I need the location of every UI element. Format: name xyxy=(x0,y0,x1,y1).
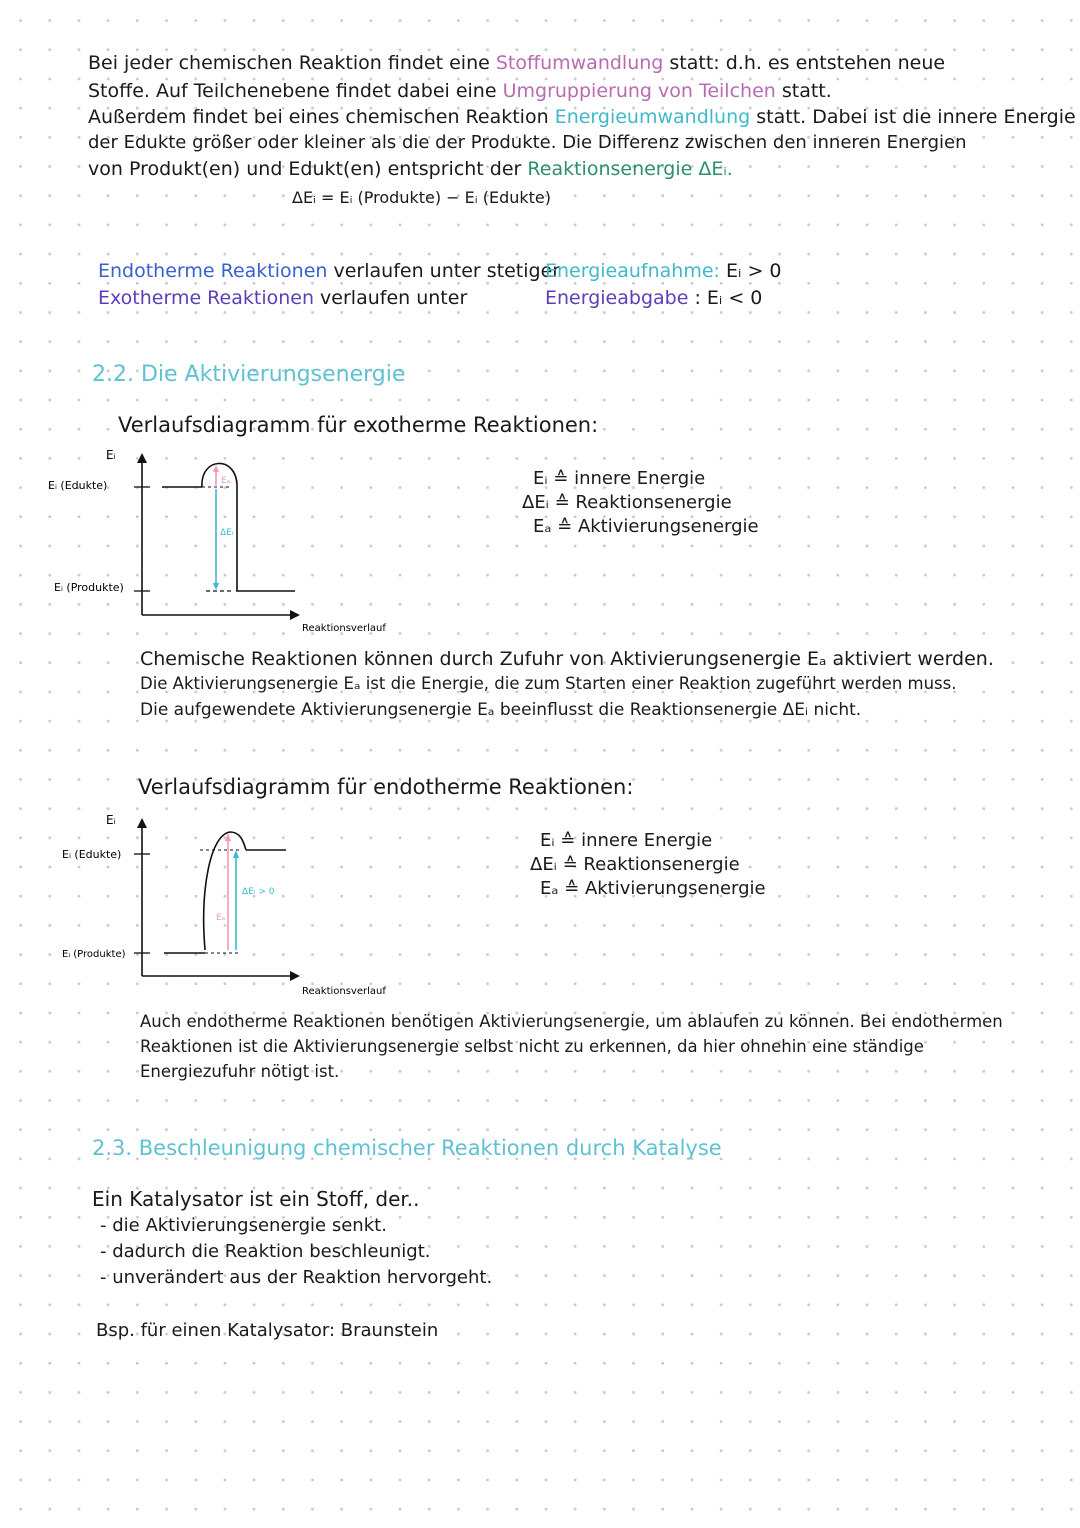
endo-legend-3: Eₐ ≙ Aktivierungsenergie xyxy=(540,878,766,899)
exo-delta-arrowhead xyxy=(213,583,219,590)
exo-name: Exotherme Reaktionen xyxy=(98,287,314,309)
endo-diagram xyxy=(40,810,420,1002)
exo-legend-3: Eₐ ≙ Aktivierungsenergie xyxy=(533,516,759,537)
endo-name: Endotherme Reaktionen xyxy=(98,260,328,282)
endo-diagram-title: Verlaufsdiagramm für endotherme Reaktionen: xyxy=(138,775,634,799)
intro-line-2 xyxy=(88,80,832,102)
endo-x-arrow xyxy=(290,971,300,981)
keyword-energieumwandlung: Energieumwandlung xyxy=(554,106,751,128)
exo-paragraph-1: Chemische Reaktionen können durch Zufuhr von Aktivierungsenergie Eₐ aktiviert werden. xyxy=(140,648,994,670)
exo-produkte-label: Eᵢ (Produkte) xyxy=(54,581,124,594)
exo-definition xyxy=(98,287,467,309)
intro-text: statt: d.h. es entstehen neue xyxy=(669,52,946,74)
exo-paragraph-3: Die aufgewendete Aktivierungsenergie Eₐ beeinflusst die Reaktionsenergie ΔEᵢ nicht. xyxy=(140,700,862,720)
formula-delta-e: ΔEᵢ = Eᵢ (Produkte) − Eᵢ (Edukte) xyxy=(292,188,551,207)
exo-edukte-label: Eᵢ (Edukte) xyxy=(48,479,108,492)
catalyst-intro: Ein Katalysator ist ein Stoff, der.. xyxy=(92,1187,420,1211)
intro-text: Stoffe. Auf Teilchenebene findet dabei eine xyxy=(88,80,497,102)
exo-y-arrow xyxy=(137,453,147,463)
keyword-stoffumwandlung: Stoffumwandlung xyxy=(495,52,664,74)
endo-y-axis-label: Eᵢ xyxy=(106,813,116,827)
exo-diagram xyxy=(40,445,420,635)
exo-diagram-title: Verlaufsdiagramm für exotherme Reaktionen: xyxy=(118,413,599,437)
heading-2-2: 2.2. Die Aktivierungsenergie xyxy=(92,362,406,387)
intro-line-3 xyxy=(88,106,1076,128)
exo-legend-1: Eᵢ ≙ innere Energie xyxy=(533,468,706,489)
catalyst-item-2: - dadurch die Reaktion beschleunigt. xyxy=(100,1241,431,1262)
exo-x-arrow xyxy=(290,610,300,620)
endo-legend-1: Eᵢ ≙ innere Energie xyxy=(540,830,713,851)
intro-text: statt. xyxy=(781,80,832,102)
endo-legend-2: ΔEᵢ ≙ Reaktionsenergie xyxy=(530,854,740,875)
exo-energy-label: Energieabgabe xyxy=(545,287,689,309)
endo-delta-label: ΔEᵢ > 0 xyxy=(242,887,275,897)
catalyst-item-3: - unverändert aus der Reaktion hervorgeht. xyxy=(100,1267,493,1288)
endo-delta-arrowhead xyxy=(233,850,239,858)
intro-line-1 xyxy=(88,52,945,74)
exo-y-axis-label: Eᵢ xyxy=(106,448,116,462)
endo-x-axis-label: Reaktionsverlauf xyxy=(302,986,386,997)
exo-legend-2: ΔEᵢ ≙ Reaktionsenergie xyxy=(522,492,732,513)
endo-energy xyxy=(545,260,782,282)
intro-text: Bei jeder chemischen Reaktion findet eine xyxy=(88,52,490,74)
exo-energy xyxy=(545,287,762,309)
keyword-reaktionsenergie: Reaktionsenergie ΔEᵢ. xyxy=(527,158,733,180)
exo-x-axis-label: Reaktionsverlauf xyxy=(302,623,386,634)
exo-paragraph-2: Die Aktivierungsenergie Eₐ ist die Energie, die zum Starten einer Reaktion zugeführt werden muss. xyxy=(140,674,957,693)
endo-y-arrow xyxy=(137,818,147,828)
endo-edukte-label: Eᵢ (Edukte) xyxy=(62,848,122,861)
intro-text: Außerdem findet bei eines chemischen Reaktion xyxy=(88,106,549,128)
exo-ea-arrowhead xyxy=(213,465,219,472)
intro-line-5 xyxy=(88,158,733,180)
exo-ea-label: Eₐ xyxy=(221,476,231,486)
catalyst-example: Bsp. für einen Katalysator: Braunstein xyxy=(96,1320,439,1341)
endo-ea-label: Eₐ xyxy=(216,913,226,923)
keyword-umgruppierung: Umgruppierung von Teilchen xyxy=(502,80,776,102)
endo-produkte-label: Eᵢ (Produkte) xyxy=(62,949,126,960)
intro-text: statt. Dabei ist die innere Energie xyxy=(756,106,1076,128)
endo-paragraph-2: Reaktionen ist die Aktivierungsenergie selbst nicht zu erkennen, da hier ohnehin eine ständige xyxy=(140,1037,924,1056)
endo-paragraph-3: Energiezufuhr nötigt ist. xyxy=(140,1062,340,1081)
endo-paragraph-1: Auch endotherme Reaktionen benötigen Aktivierungsenergie, um ablaufen zu können. Bei endothermen xyxy=(140,1012,1003,1031)
endo-condition: Eᵢ > 0 xyxy=(726,260,782,282)
endo-energy-label: Energieaufnahme: xyxy=(545,260,720,282)
exo-delta-label: ΔEᵢ xyxy=(220,528,234,538)
endo-text: verlaufen unter stetiger xyxy=(333,260,561,282)
intro-text: von Produkt(en) und Edukt(en) entspricht der xyxy=(88,158,522,180)
catalyst-item-1: - die Aktivierungsenergie senkt. xyxy=(100,1215,387,1236)
exo-text: verlaufen unter xyxy=(320,287,468,309)
heading-2-3: 2.3. Beschleunigung chemischer Reaktionen durch Katalyse xyxy=(92,1136,722,1160)
intro-line-4: der Edukte größer oder kleiner als die der Produkte. Die Differenz zwischen den inneren Energien xyxy=(88,132,967,153)
exo-condition: : Eᵢ < 0 xyxy=(694,287,763,309)
endo-definition xyxy=(98,260,560,282)
